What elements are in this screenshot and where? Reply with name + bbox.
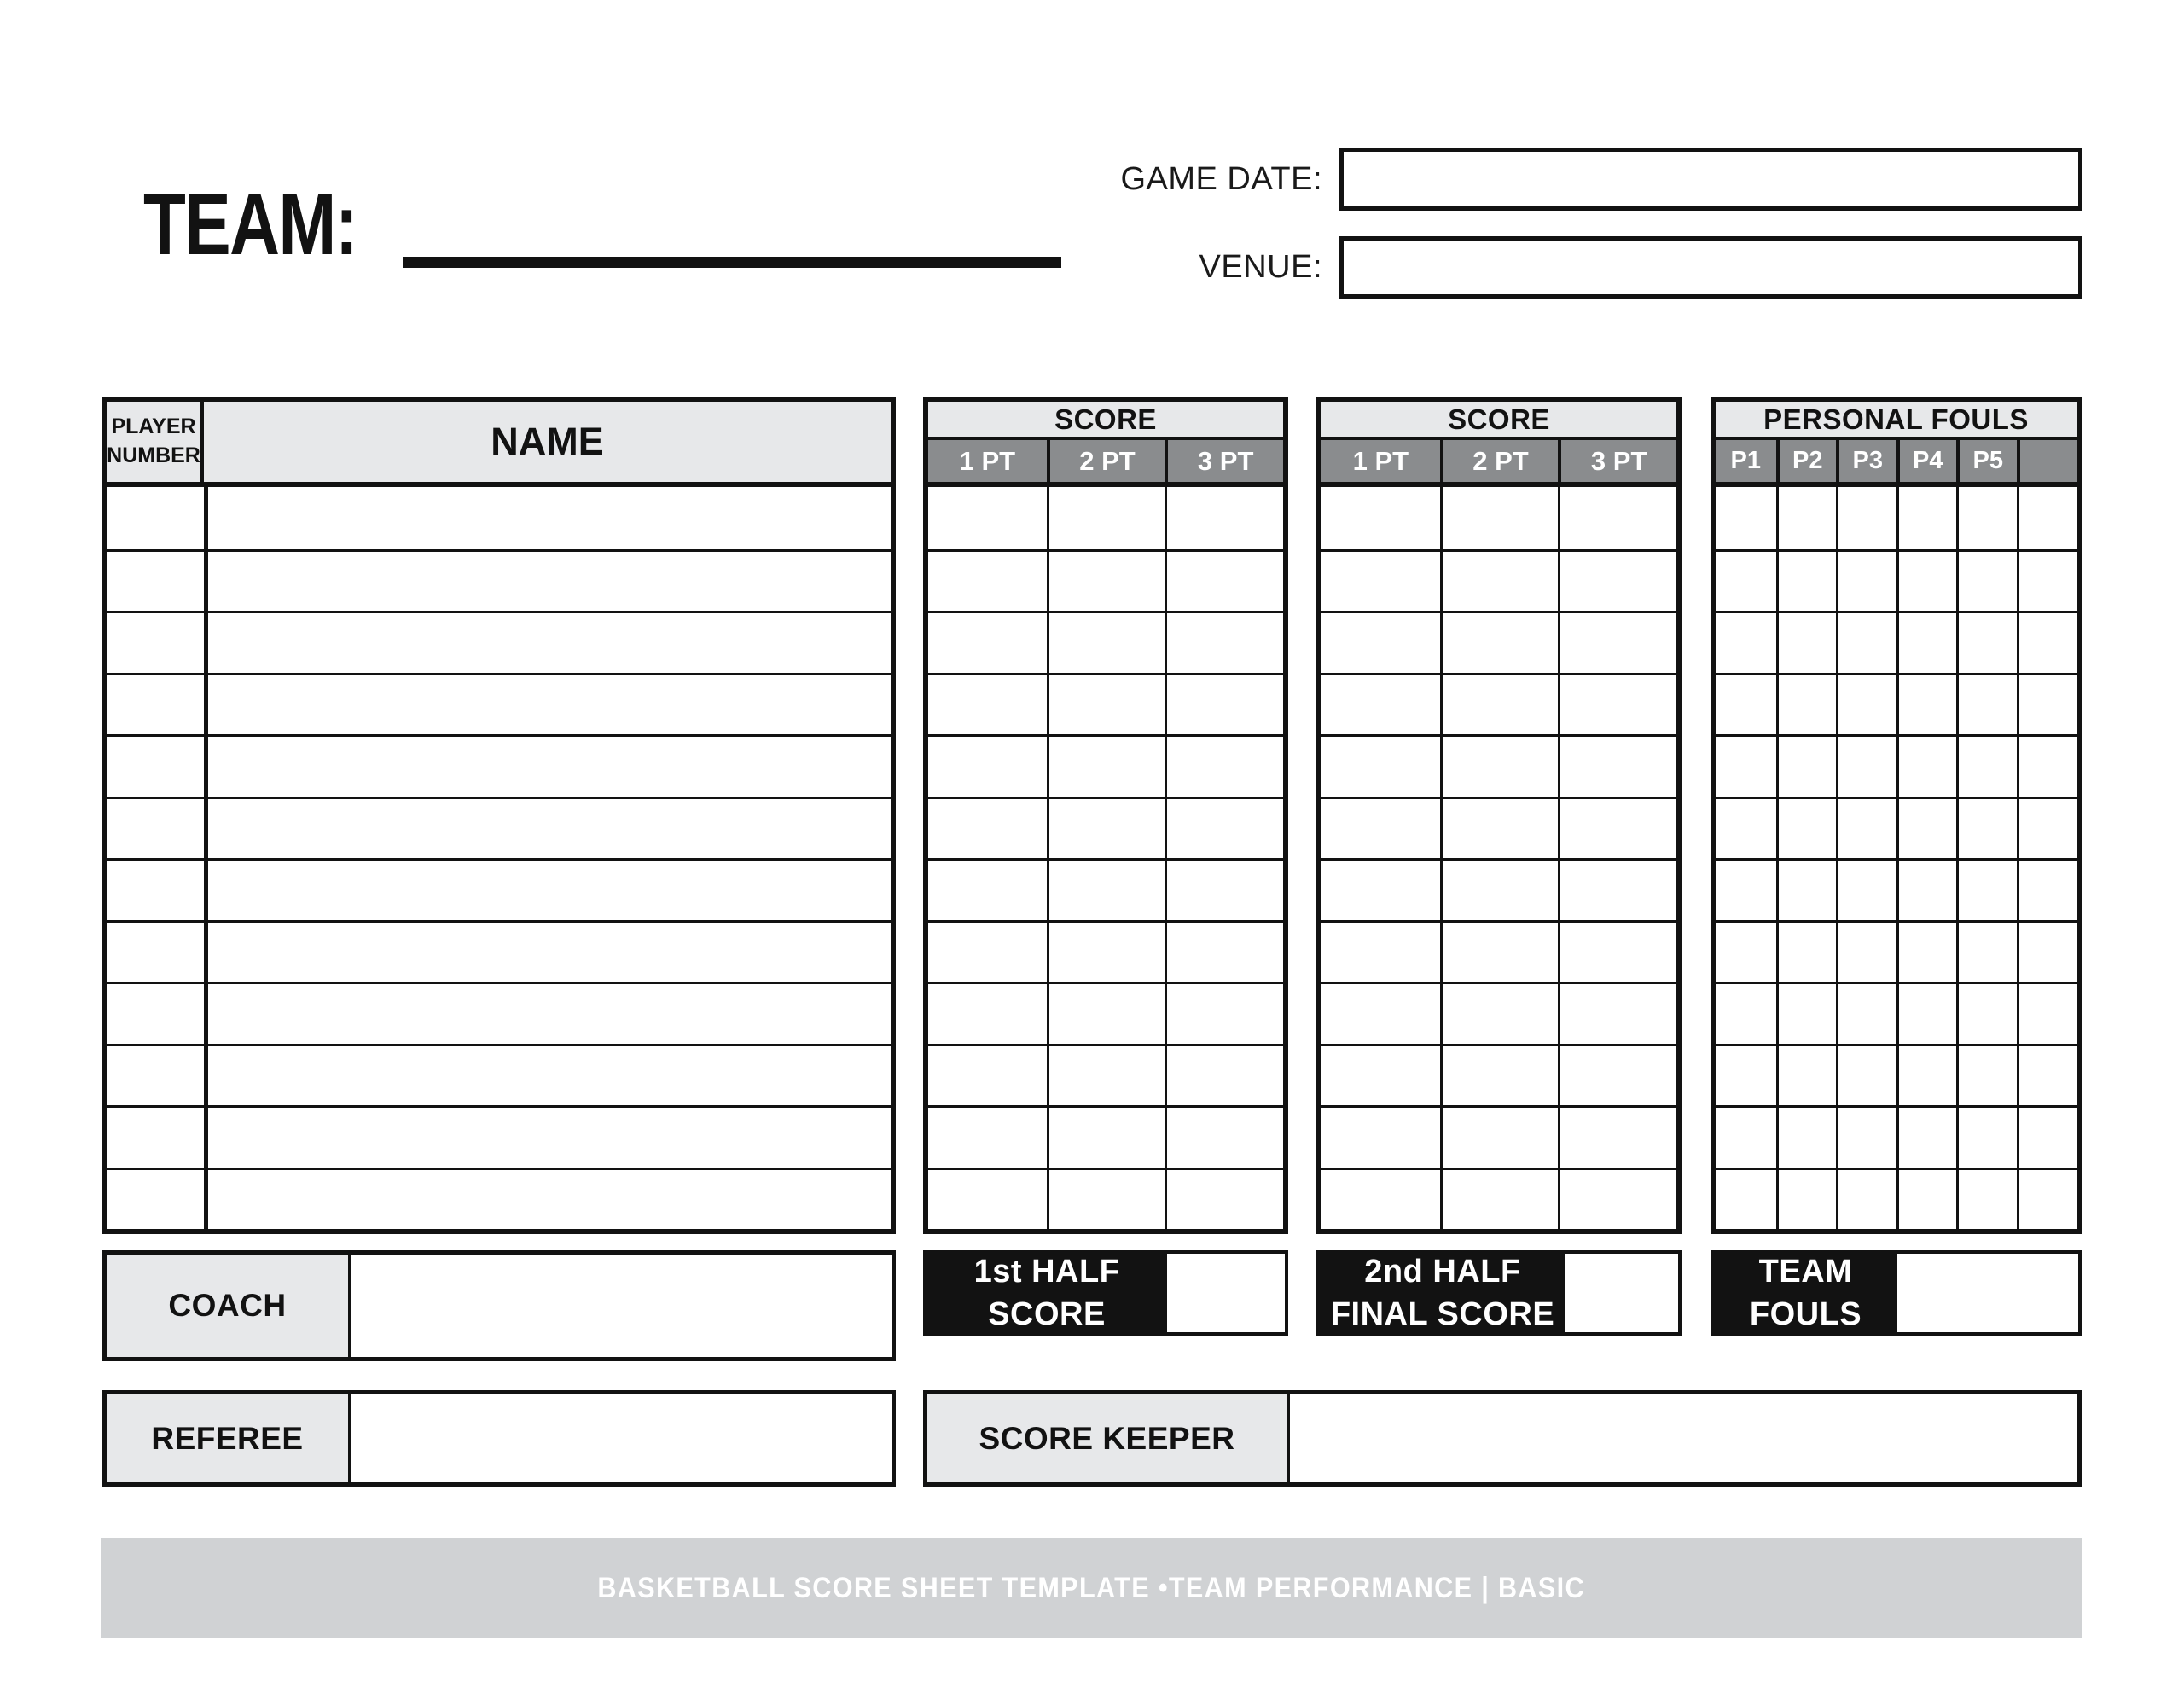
coach-label: COACH [107,1255,351,1357]
table-row [107,920,891,983]
score-cell[interactable] [1165,1108,1283,1168]
table-row [1716,734,2077,797]
venue-field[interactable] [1339,236,2082,299]
table-row [107,487,891,549]
score-title-1: SCORE [928,402,1283,440]
col-1pt-header: 1 PT [1352,445,1409,476]
foul-cell[interactable] [1896,552,1957,612]
team-fouls-label-line1: TEAM [1758,1253,1853,1290]
score-cell[interactable] [1321,552,1440,612]
foul-cell[interactable] [1836,984,1896,1044]
coach-block [102,1250,896,1361]
foul-cell[interactable] [1716,613,1776,673]
score-cell[interactable] [1558,1170,1676,1230]
score-cell[interactable] [1165,799,1283,859]
fouls-columns [1716,440,2077,487]
score-cell[interactable] [1440,1108,1559,1168]
col-p4-header: P4 [1896,440,1957,482]
foul-cell[interactable] [2017,984,2077,1044]
table-row [1716,1168,2077,1230]
table-row [928,1044,1283,1106]
foul-cell[interactable] [1836,737,1896,797]
score-cell[interactable] [1440,923,1559,983]
score-cell[interactable] [1321,799,1440,859]
foul-cell[interactable] [1896,861,1957,920]
second-half-final-score-field[interactable] [1565,1254,1678,1332]
score-cell[interactable] [1558,1108,1676,1168]
score-cell[interactable] [1165,487,1283,549]
score-cell[interactable] [1440,737,1559,797]
foul-cell[interactable] [2017,861,2077,920]
score-cell[interactable] [1558,613,1676,673]
foul-cell[interactable] [1956,552,2017,612]
player-number-cell[interactable] [107,923,204,983]
player-number-cell[interactable] [107,984,204,1044]
foul-cell[interactable] [1956,1046,2017,1106]
score-cell[interactable] [1047,487,1165,549]
score-cell[interactable] [1440,487,1559,549]
player-name-cell[interactable] [204,613,891,673]
foul-cell[interactable] [2017,737,2077,797]
table-row [107,858,891,920]
table-row [928,920,1283,983]
score-cell[interactable] [928,861,1047,920]
team-fouls-label [1714,1254,1897,1332]
second-half-final-score-label-line2: FINAL SCORE [1330,1296,1555,1332]
foul-cell[interactable] [1956,1108,2017,1168]
first-half-score-label-line1: 1st HALF [973,1253,1120,1290]
footer-bar [101,1538,2082,1638]
player-number-cell[interactable] [107,1108,204,1168]
score-cell[interactable] [1047,923,1165,983]
table-row [1321,611,1676,673]
table-row [1716,858,2077,920]
roster-body [107,487,891,1229]
roster-table [102,397,896,1234]
foul-cell[interactable] [1836,923,1896,983]
score-cell[interactable] [1165,675,1283,735]
player-name-cell[interactable] [204,861,891,920]
foul-cell[interactable] [1716,799,1776,859]
foul-cell[interactable] [2017,613,2077,673]
foul-cell[interactable] [2017,1046,2077,1106]
player-number-cell[interactable] [107,737,204,797]
foul-cell[interactable] [1956,923,2017,983]
score-cell[interactable] [1047,737,1165,797]
team-fouls-field[interactable] [1897,1254,2078,1332]
table-row [107,673,891,735]
table-row [107,1168,891,1230]
score-cell[interactable] [1321,984,1440,1044]
venue-label: VENUE: [1199,249,1322,285]
foul-cell[interactable] [2017,799,2077,859]
score-cell[interactable] [1165,1046,1283,1106]
foul-cell[interactable] [1776,613,1837,673]
player-number-cell[interactable] [107,613,204,673]
table-row [928,611,1283,673]
col-1pt-header: 1 PT [959,445,1016,476]
foul-cell[interactable] [2017,675,2077,735]
table-row [1321,487,1676,549]
score-cell[interactable] [928,487,1047,549]
foul-cell[interactable] [1716,1108,1776,1168]
score-cell[interactable] [1440,675,1559,735]
foul-cell[interactable] [1836,1108,1896,1168]
foul-cell[interactable] [1956,675,2017,735]
col-p1-header: P1 [1730,447,1761,474]
score-cell[interactable] [1321,1046,1440,1106]
table-row [928,549,1283,612]
table-row [1321,673,1676,735]
score-cell[interactable] [1165,613,1283,673]
col-p3-header: P3 [1836,440,1896,482]
player-name-cell[interactable] [204,923,891,983]
foul-cell[interactable] [1956,487,2017,549]
score-cell[interactable] [1165,984,1283,1044]
score-body-2 [1321,487,1676,1229]
officials-row [102,1390,2082,1487]
score-body-1 [928,487,1283,1229]
foul-cell[interactable] [1956,861,2017,920]
foul-cell[interactable] [1776,861,1837,920]
player-number-cell[interactable] [107,1046,204,1106]
referee-block [102,1390,896,1487]
first-half-score-label [926,1254,1167,1332]
table-row [107,734,891,797]
personal-fouls-table [1711,397,2082,1234]
table-row [928,797,1283,859]
table-row [107,611,891,673]
foul-cell[interactable] [1776,737,1837,797]
team-fouls-group [1711,1250,2082,1336]
foul-cell[interactable] [1836,799,1896,859]
table-row [1716,797,2077,859]
table-row [928,734,1283,797]
foul-cell[interactable] [1776,1170,1837,1230]
score-cell[interactable] [1047,984,1165,1044]
table-row [107,982,891,1044]
score-cell[interactable] [1558,861,1676,920]
game-date-field[interactable] [1339,148,2082,211]
foul-cell[interactable] [1776,1046,1837,1106]
player-name-cell[interactable] [204,799,891,859]
foul-cell[interactable] [1896,487,1957,549]
player-name-cell[interactable] [204,675,891,735]
score-cell[interactable] [1321,861,1440,920]
table-row [928,487,1283,549]
foul-cell[interactable] [1716,675,1776,735]
score-cell[interactable] [1558,799,1676,859]
score-cell[interactable] [928,1170,1047,1230]
score-cell[interactable] [928,799,1047,859]
col-2pt-header: 2 PT [1047,440,1165,482]
score-cell[interactable] [1440,613,1559,673]
table-row [928,858,1283,920]
score-cell[interactable] [1165,923,1283,983]
foul-cell[interactable] [1896,1046,1957,1106]
score-cell[interactable] [1440,1170,1559,1230]
foul-cell[interactable] [1896,613,1957,673]
footer-text: BASKETBALL SCORE SHEET TEMPLATE •TEAM PERFORMANCE | BASIC [597,1571,1585,1604]
table-row [1321,1105,1676,1168]
score-cell[interactable] [1165,861,1283,920]
col-3pt-header: 3 PT [1165,440,1283,482]
foul-cell[interactable] [1716,861,1776,920]
score-cell[interactable] [1165,737,1283,797]
foul-cell[interactable] [1776,675,1837,735]
first-half-score-label-line2: SCORE [988,1296,1106,1332]
score-cell[interactable] [1558,923,1676,983]
score-cell[interactable] [928,737,1047,797]
foul-cell[interactable] [2017,1170,2077,1230]
table-row [928,673,1283,735]
table-row [1321,549,1676,612]
score-cell[interactable] [1047,613,1165,673]
foul-cell[interactable] [1896,984,1957,1044]
table-row [928,1168,1283,1230]
team-label-text: TEAM: [143,176,357,273]
table-row [107,1105,891,1168]
score-cell[interactable] [1321,613,1440,673]
table-row [1321,797,1676,859]
score-cell[interactable] [1558,737,1676,797]
foul-cell[interactable] [1896,1108,1957,1168]
team-fouls-label-line2: FOULS [1749,1296,1862,1332]
name-header: NAME [491,420,604,463]
player-name-cell[interactable] [204,1108,891,1168]
foul-cell[interactable] [1716,1046,1776,1106]
second-half-final-score-label [1320,1254,1565,1332]
personal-fouls-title: PERSONAL FOULS [1716,402,2077,440]
score-cell[interactable] [1558,984,1676,1044]
second-half-final-score-label-line1: 2nd HALF [1364,1253,1521,1290]
foul-cell[interactable] [1716,923,1776,983]
score-cell[interactable] [1321,675,1440,735]
player-name-cell[interactable] [204,487,891,549]
score-cell[interactable] [1047,552,1165,612]
foul-cell[interactable] [1716,737,1776,797]
game-date-label: GAME DATE: [1120,160,1322,197]
player-name-cell[interactable] [204,737,891,797]
foul-cell[interactable] [1776,799,1837,859]
foul-cell[interactable] [1896,1170,1957,1230]
foul-cell[interactable] [2017,552,2077,612]
foul-cell[interactable] [1716,552,1776,612]
score-cell[interactable] [1047,1108,1165,1168]
player-number-cell[interactable] [107,861,204,920]
table-row [1716,673,2077,735]
score-cell[interactable] [1440,861,1559,920]
score-columns-1 [928,440,1283,487]
col-p5-header: P5 [1956,440,2017,482]
score-keeper-label: SCORE KEEPER [927,1394,1290,1482]
foul-cell[interactable] [1716,984,1776,1044]
score-table-2 [1316,397,1682,1234]
foul-cell[interactable] [1956,1170,2017,1230]
foul-cell[interactable] [1896,737,1957,797]
score-title-2: SCORE [1321,402,1676,440]
score-cell[interactable] [1321,1170,1440,1230]
score-cell[interactable] [1440,552,1559,612]
score-cell[interactable] [928,984,1047,1044]
table-row [1321,920,1676,983]
score-cell[interactable] [1047,1046,1165,1106]
score-cell[interactable] [1440,799,1559,859]
score-cell[interactable] [1440,984,1559,1044]
score-cell[interactable] [928,552,1047,612]
table-row [928,1105,1283,1168]
score-keeper-block [923,1390,2082,1487]
table-row [1321,1044,1676,1106]
table-row [1716,1044,2077,1106]
player-number-cell[interactable] [107,1170,204,1230]
col-2pt-header: 2 PT [1440,440,1559,482]
score-cell[interactable] [1440,1046,1559,1106]
first-half-score-field[interactable] [1167,1254,1285,1332]
table-row [1716,487,2077,549]
player-number-header: PLAYER NUMBER [107,402,204,482]
foul-cell[interactable] [1776,984,1837,1044]
foul-cell[interactable] [1776,552,1837,612]
foul-cell[interactable] [1776,487,1837,549]
score-cell[interactable] [928,1046,1047,1106]
player-name-cell[interactable] [204,552,891,612]
score-cell[interactable] [1558,1046,1676,1106]
foul-cell[interactable] [1956,737,2017,797]
table-row [107,797,891,859]
table-row [107,549,891,612]
foul-cell[interactable] [2017,487,2077,549]
table-row [1716,920,2077,983]
foul-cell[interactable] [1896,923,1957,983]
table-row [1716,982,2077,1044]
player-number-cell[interactable] [107,552,204,612]
referee-label: REFEREE [107,1394,351,1482]
score-cell[interactable] [1047,675,1165,735]
score-cell[interactable] [1558,487,1676,549]
foul-cell[interactable] [1896,799,1957,859]
table-row [1321,858,1676,920]
score-columns-2 [1321,440,1676,487]
foul-cell[interactable] [1836,613,1896,673]
col-blank-header [2017,440,2077,482]
fouls-body [1716,487,2077,1229]
score-keeper-field[interactable] [1290,1394,2077,1482]
table-row [1716,611,2077,673]
second-half-final-score-group [1316,1250,1682,1336]
player-number-cell[interactable] [107,487,204,549]
tables-area [102,397,2082,1234]
foul-cell[interactable] [1776,1108,1837,1168]
player-name-cell[interactable] [204,1170,891,1230]
score-cell[interactable] [928,1108,1047,1168]
foul-cell[interactable] [1836,1046,1896,1106]
score-cell[interactable] [1047,799,1165,859]
table-row [1716,1105,2077,1168]
score-cell[interactable] [1321,487,1440,549]
score-cell[interactable] [1047,861,1165,920]
score-cell[interactable] [1165,552,1283,612]
foul-cell[interactable] [1836,487,1896,549]
foul-cell[interactable] [1956,799,2017,859]
roster-header [107,402,891,487]
foul-cell[interactable] [1836,861,1896,920]
score-cell[interactable] [1558,552,1676,612]
foul-cell[interactable] [1956,613,2017,673]
score-cell[interactable] [928,923,1047,983]
foul-cell[interactable] [2017,1108,2077,1168]
score-cell[interactable] [1321,1108,1440,1168]
col-3pt-header: 3 PT [1558,440,1676,482]
score-cell[interactable] [1047,1170,1165,1230]
score-cell[interactable] [1558,675,1676,735]
table-row [1321,982,1676,1044]
foul-cell[interactable] [1896,675,1957,735]
coach-field[interactable] [351,1255,892,1357]
foul-cell[interactable] [1776,923,1837,983]
foul-cell[interactable] [1956,984,2017,1044]
foul-cell[interactable] [1716,1170,1776,1230]
score-cell[interactable] [928,675,1047,735]
score-cell[interactable] [928,613,1047,673]
table-row [1321,1168,1676,1230]
score-cell[interactable] [1165,1170,1283,1230]
table-row [928,982,1283,1044]
score-table-1 [923,397,1288,1234]
table-row [107,1044,891,1106]
referee-field[interactable] [351,1394,892,1482]
foul-cell[interactable] [2017,923,2077,983]
foul-cell[interactable] [1836,1170,1896,1230]
summary-row [102,1250,2082,1361]
score-cell[interactable] [1321,923,1440,983]
foul-cell[interactable] [1716,487,1776,549]
player-name-cell[interactable] [204,984,891,1044]
score-cell[interactable] [1321,737,1440,797]
foul-cell[interactable] [1836,552,1896,612]
player-number-cell[interactable] [107,675,204,735]
col-p2-header: P2 [1776,440,1837,482]
team-label [143,176,357,273]
player-name-cell[interactable] [204,1046,891,1106]
foul-cell[interactable] [1836,675,1896,735]
table-row [1716,549,2077,612]
table-row [1321,734,1676,797]
first-half-score-group [923,1250,1288,1336]
player-number-cell[interactable] [107,799,204,859]
